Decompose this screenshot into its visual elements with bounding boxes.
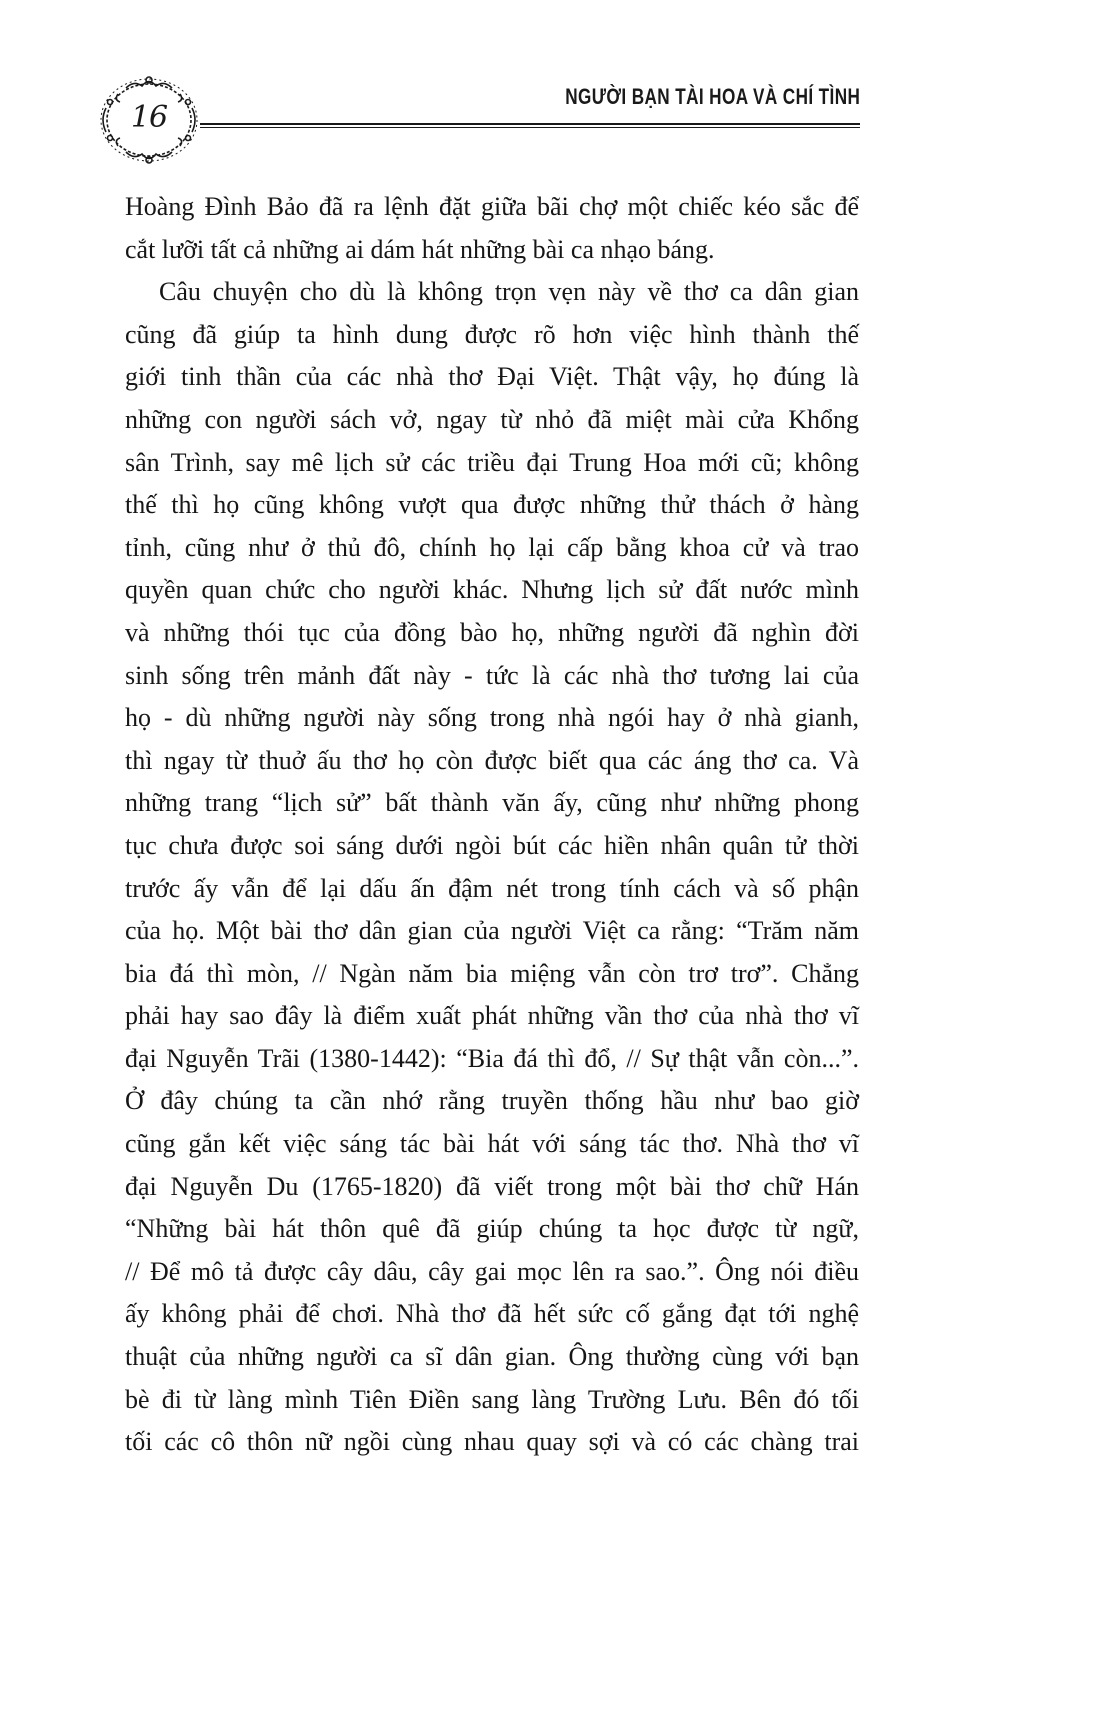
text-line: phải hay sao đây là điểm xuất phát những vần thơ của nhà thơ vĩ	[125, 1001, 859, 1031]
text-line: “Những bài hát thôn quê đã giúp chúng ta học được từ ngữ,	[125, 1214, 859, 1244]
text-line: quyền quan chức cho người khác. Nhưng lịch sử đất nước mình	[125, 575, 859, 605]
text-line: Câu chuyện cho dù là không trọn vẹn này về thơ ca dân gian	[159, 277, 859, 307]
text-line: tục chưa được soi sáng dưới ngòi bút các hiền nhân quân tử thời	[125, 830, 859, 860]
text-line: giới tinh thần của các nhà thơ Đại Việt. Thật vậy, họ đúng là	[125, 362, 859, 392]
text-line: ấy không phải để chơi. Nhà thơ đã hết sức cố gắng đạt tới nghệ	[125, 1299, 859, 1329]
paragraph	[125, 271, 859, 1464]
text-line: sinh sống trên mảnh đất này - tức là các nhà thơ tương lai của	[125, 660, 859, 690]
text-line: và những thói tục của đồng bào họ, những người đã nghìn đời	[125, 617, 859, 647]
header-rule-thin	[200, 127, 860, 128]
text-line: thế thì họ cũng không vượt qua được những thử thách ở hàng	[125, 490, 859, 520]
text-line: tỉnh, cũng như ở thủ đô, chính họ lại cấp bằng khoa cử và trao	[125, 532, 859, 562]
text-line: cắt lưỡi tất cả những ai dám hát những bài ca nhạo báng.	[125, 234, 715, 264]
text-line: sân Trình, say mê lịch sử các triều đại Trung Hoa mới cũ; không	[125, 447, 859, 477]
text-line: thì ngay từ thuở ấu thơ họ còn được biết qua các áng thơ ca. Và	[125, 745, 859, 775]
text-line: của họ. Một bài thơ dân gian của người Việt ca rằng: “Trăm năm	[125, 916, 859, 946]
text-line: đại Nguyễn Trãi (1380-1442): “Bia đá thì đổ, // Sự thật vẫn còn...”.	[125, 1043, 859, 1073]
header-rule	[200, 123, 860, 128]
text-line: tối các cô thôn nữ ngồi cùng nhau quay sợi và có các chàng trai	[125, 1427, 859, 1457]
text-line: những con người sách vở, ngay từ nhỏ đã miệt mài cửa Khổng	[125, 404, 859, 434]
running-title: NGƯỜI BẠN TÀI HOA VÀ CHÍ TÌNH	[564, 84, 860, 109]
paragraph	[125, 186, 859, 271]
body-text	[125, 186, 859, 1464]
text-line: bia đá thì mòn, // Ngàn năm bia miệng vẫn còn trơ trơ”. Chẳng	[125, 958, 859, 988]
page-number: 16	[130, 100, 168, 135]
text-line: trước ấy vẫn để lại dấu ấn đậm nét trong tính cách và số phận	[125, 873, 859, 903]
text-line: thuật của những người ca sĩ dân gian. Ông thường cùng với bạn	[125, 1342, 859, 1372]
text-line: Ở đây chúng ta cần nhớ rằng truyền thống hầu như bao giờ	[125, 1086, 859, 1116]
text-line: // Để mô tả được cây dâu, cây gai mọc lên ra sao.”. Ông nói điều	[125, 1256, 859, 1286]
text-line: cũng gắn kết việc sáng tác bài hát với sáng tác thơ. Nhà thơ vĩ	[125, 1129, 859, 1159]
text-line: những trang “lịch sử” bất thành văn ấy, cũng như những phong	[125, 788, 859, 818]
header-rule-thick	[200, 123, 860, 125]
text-line: bè đi từ làng mình Tiên Điền sang làng Trường Lưu. Bên đó tối	[125, 1384, 859, 1414]
text-line: đại Nguyễn Du (1765-1820) đã viết trong một bài thơ chữ Hán	[125, 1171, 859, 1201]
text-line: cũng đã giúp ta hình dung được rõ hơn việc hình thành thế	[125, 319, 859, 349]
text-line: họ - dù những người này sống trong nhà ngói hay ở nhà gianh,	[125, 703, 859, 733]
text-line: Hoàng Đình Bảo đã ra lệnh đặt giữa bãi chợ một chiếc kéo sắc để	[125, 192, 859, 221]
